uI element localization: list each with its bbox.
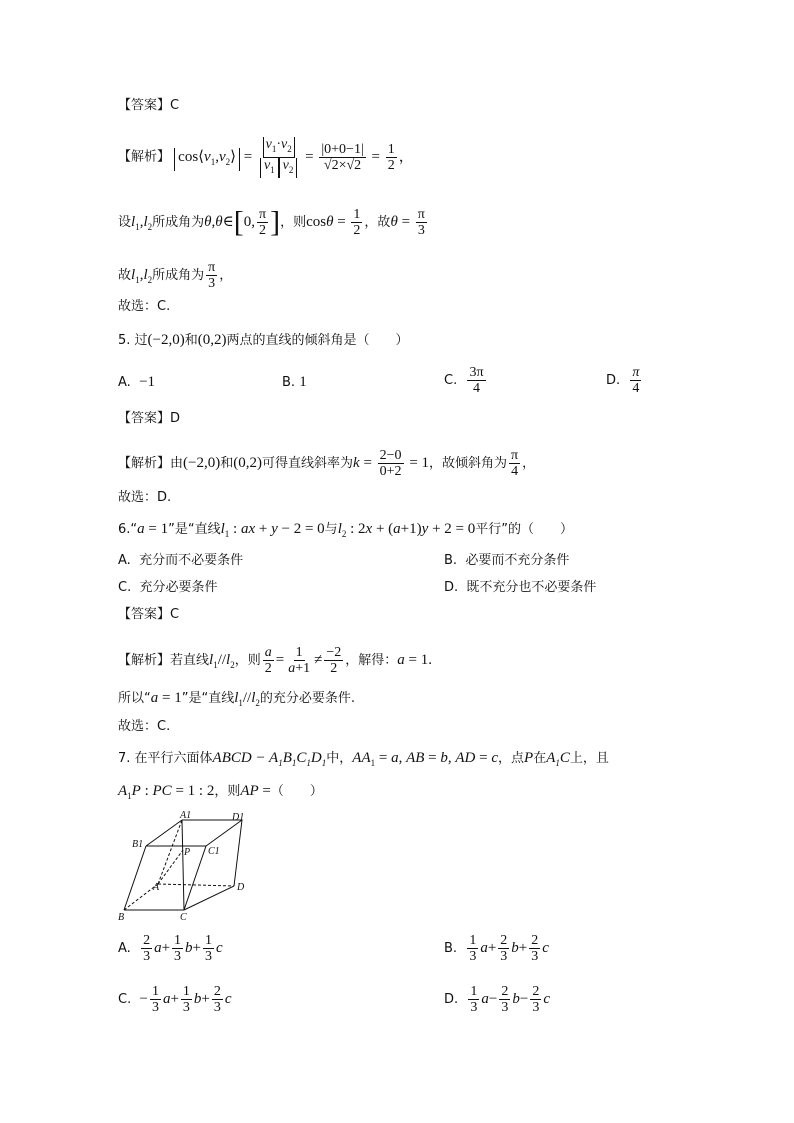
- q7-option-d[interactable]: D. $\frac{1}{3}$ a− $\frac{2}{3}$ b− $\frac{2}{3}$ c: [444, 984, 551, 1015]
- q6-option-a[interactable]: A. 充分而不必要条件: [118, 553, 244, 568]
- edge-BB1: [124, 846, 146, 910]
- label-A: A: [153, 882, 160, 893]
- edge-B1A1: [146, 820, 182, 846]
- q6-option-d[interactable]: D. 既不充分也不必要条件: [444, 580, 597, 595]
- q6-stem: 6.“a = 1”是“直线$l_1$ : ax + y − 2 = 0与$l_2$ : 2x + (a+1)y + 2 = 0平行”的（ ）: [118, 521, 573, 539]
- q5-option-a[interactable]: A. −1: [118, 374, 156, 390]
- label-A1: A1: [180, 810, 192, 821]
- q5-stem: 5. 过(−2,0)和(0,2)两点的直线的倾斜角是（ ）: [118, 332, 409, 348]
- q4-choose: 故选：C.: [118, 299, 171, 314]
- q6-choose: 故选：C.: [118, 719, 171, 734]
- analysis-label: 【解析】: [118, 149, 171, 165]
- q6-answer: 【答案】C: [118, 607, 180, 622]
- q5-analysis: 【解析】由(−2,0)和(0,2)可得直线斜率为k = $\frac{2-0}{0+2}$ = 1，故倾斜角为 $\frac{\pi}{4}$ ，: [118, 448, 536, 480]
- q7-stem-line1: 7. 在平行六面体ABCD − $A_1B_1C_1D_1$中，$AA_1 = a$, AB = b, AD = c，点P在$A_1C$上，且: [118, 750, 609, 768]
- q5-option-b[interactable]: B. 1: [282, 374, 307, 390]
- label-B: B: [118, 912, 125, 922]
- hidden-segment-AP: [158, 850, 183, 884]
- q6-conclusion: 所以“a = 1”是“直线$l_1//l_2$的充分必要条件.: [118, 690, 356, 708]
- edge-C1D1: [206, 820, 242, 846]
- q5-option-c[interactable]: C. $\frac{3\pi}{4}$: [444, 365, 484, 396]
- hidden-edge-AD: [158, 884, 234, 886]
- q5-answer: 【答案】D: [118, 411, 181, 426]
- parallelepiped-figure: [118, 810, 258, 922]
- segment-A1C: [182, 820, 184, 910]
- label-B1: B1: [132, 839, 144, 850]
- q7-stem-line2: $A_1P$ : PC = 1 : 2，则AP =（ ）: [118, 783, 323, 801]
- label-P: P: [184, 847, 191, 858]
- q6-analysis: 【解析】若直线$l_1//l_2$，则 $\frac{a}{2}$ = $\frac{1}{a+1}$ ≠ $\frac{-2}{2}$ ，解得：a = 1.: [118, 645, 432, 676]
- q6-option-c[interactable]: C. 充分必要条件: [118, 580, 218, 595]
- q5-option-d[interactable]: D. $\frac{\pi}{4}$: [606, 365, 640, 396]
- label-C: C: [180, 912, 187, 922]
- q4-conclusion: 故$l_1,l_2$所成角为 $\frac{\pi}{3}$ ，: [118, 260, 233, 291]
- q4-answer: 【答案】C: [118, 98, 180, 113]
- q5-choose: 故选：D.: [118, 490, 172, 505]
- hidden-edge-AA1: [158, 820, 182, 884]
- label-C1: C1: [208, 846, 220, 857]
- label-D: D: [237, 882, 245, 893]
- q6-option-b[interactable]: B. 必要而不充分条件: [444, 553, 570, 568]
- q7-option-b[interactable]: B. $\frac{1}{3}$ a+ $\frac{2}{3}$ b+ $\frac{2}{3}$ c: [444, 933, 549, 964]
- q7-option-a[interactable]: A. $\frac{2}{3}$ a+ $\frac{1}{3}$ b+ $\frac{1}{3}$ c: [118, 933, 223, 964]
- edge-DD1: [234, 820, 242, 886]
- q4-angle-range: 设$l_1,l_2$所成角为θ,θ∈[0, $\frac{\pi}{2}$ ]，则cosθ = $\frac{1}{2}$ ，故θ = $\frac{\pi}{3}$: [118, 205, 425, 239]
- q7-option-c[interactable]: C. − $\frac{1}{3}$ a+ $\frac{1}{3}$ b+ $\frac{2}{3}$ c: [118, 984, 232, 1015]
- label-D1: D1: [232, 812, 245, 823]
- q4-analysis: 【解析】 $\cos⟨v_1,v_2⟩$ = $\frac{v_1\cdot v_2}{v_1 v_2}$ = $\frac{|0+0-1|}{√2\times√2}$ = $\frac{1}{2}$ ，: [118, 137, 414, 178]
